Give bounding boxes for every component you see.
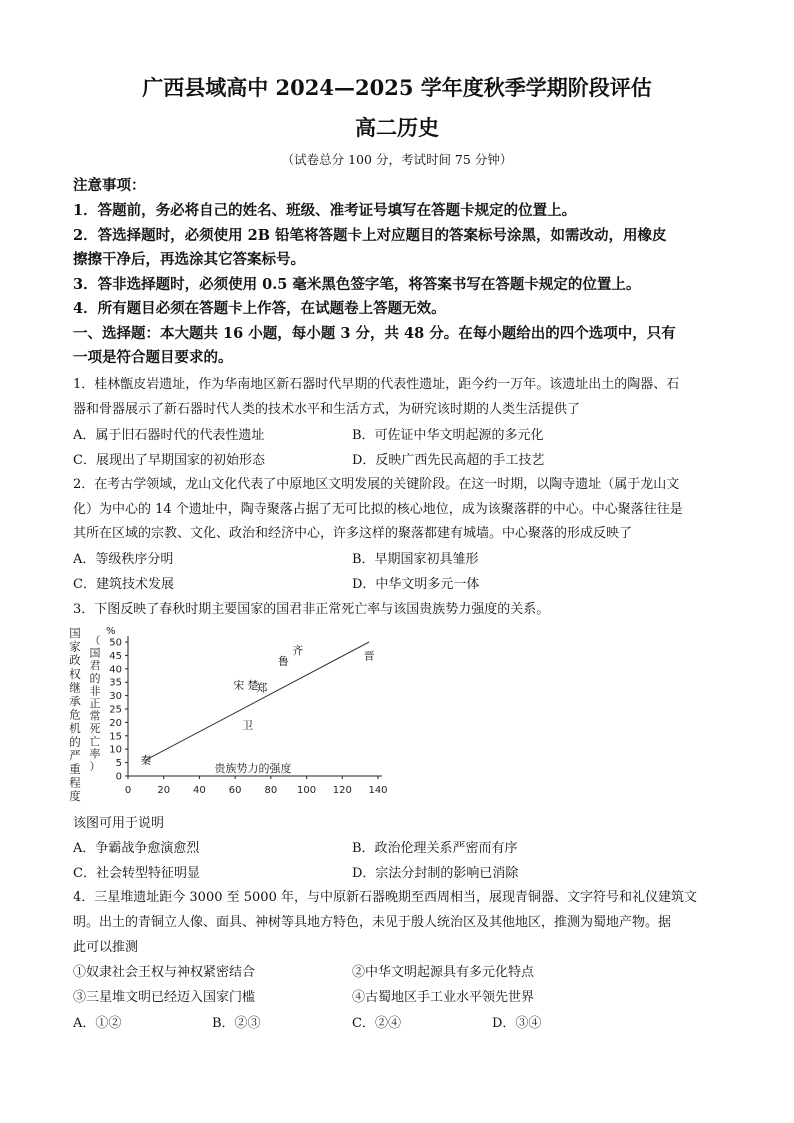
notice-heading: 注意事项： — [73, 177, 146, 194]
trend-line — [146, 642, 369, 760]
notice-item-4: 4．所有题目必须在答题卡上作答，在试题卷上答题无效。 — [73, 300, 446, 317]
x-tick-label: 0 — [124, 785, 132, 796]
q3-option-b: B．政治伦理关系严密而有序 — [352, 841, 518, 856]
q4-option-a: A．①② — [73, 1016, 122, 1031]
q1-option-d: D．反映广西先民高超的手工技艺 — [352, 453, 545, 468]
y-tick-label: 5 — [115, 758, 122, 770]
y-tick-label: 40 — [109, 664, 122, 676]
point-label: 晋 — [363, 649, 375, 663]
notice-item-2-line-1: 2．答选择题时，必须使用 2B 铅笔将答题卡上对应题目的答案标号涂黑，如需改动，用橡皮 — [73, 227, 667, 244]
q1-stem-line-2: 器和骨器展示了新石器时代人类的技术水平和生活方式，为研究该时期的人类生活提供了 — [73, 402, 581, 417]
x-tick-label: 80 — [264, 785, 278, 796]
y-tick-label: 0 — [115, 771, 122, 783]
point-label: 鲁 — [277, 654, 289, 668]
q1-option-c: C．展现出了早期国家的初始形态 — [73, 453, 265, 468]
section-heading-line-2: 一项是符合题目要求的。 — [73, 349, 233, 366]
y-tick-label: 30 — [109, 691, 122, 703]
x-tick-label: 120 — [332, 785, 352, 796]
y-tick-label: 45 — [109, 650, 122, 662]
exam-info: （试卷总分 100 分，考试时间 75 分钟） — [281, 152, 513, 167]
q4-stem-line-3: 此可以推测 — [73, 940, 139, 955]
q1-option-b: B．可佐证中华文明起源的多元化 — [352, 428, 544, 443]
q3-question: 该图可用于说明 — [73, 816, 165, 831]
point-label: 郑 — [256, 681, 268, 695]
y-tick-label: 25 — [109, 704, 122, 716]
point-label: 秦 — [140, 753, 152, 767]
q2-option-a: A．等级秩序分明 — [73, 552, 174, 567]
q2-stem-line-3: 其所在区域的宗教、文化、政治和经济中心，许多这样的聚落都建有城墙。中心聚落的形成反映了 — [73, 526, 633, 541]
y-tick-label: 10 — [109, 744, 122, 756]
q3-option-d: D．宗法分封制的影响已消除 — [352, 866, 519, 881]
q4-stem-line-1: 4．三星堆遗址距今 3000 至 5000 年，与中原新石器晚期至西周相当，展现青铜器、文字符号和礼仪建筑文 — [73, 890, 697, 905]
q4-option-d: D．③④ — [492, 1016, 542, 1031]
q1-option-a: A．属于旧石器时代的代表性遗址 — [73, 428, 265, 443]
q2-option-d: D．中华文明多元一体 — [352, 577, 480, 592]
q4-statement-2: ②中华文明起源具有多元化特点 — [352, 965, 535, 980]
q3-option-a: A．争霸战争愈演愈烈 — [73, 841, 200, 856]
y-axis-title: 国家政权继承危机的严重程度 — [69, 626, 81, 804]
exam-title: 广西县域高中 2024—2025 学年度秋季学期阶段评估 — [142, 75, 652, 100]
y-axis-subtitle: （国君的非正常死亡率） — [89, 634, 101, 773]
section-heading-line-1: 一、选择题：本大题共 16 小题，每小题 3 分，共 48 分。在每小题给出的四个选项中，只有 — [73, 325, 676, 342]
y-tick-label: 50 — [109, 637, 122, 649]
point-label: 卫 — [242, 719, 254, 733]
q1-stem-line-1: 1．桂林甑皮岩遗址，作为华南地区新石器时代早期的代表性遗址，距今约一万年。该遗址出土的陶器、石 — [73, 377, 680, 392]
q3-stem: 3．下图反映了春秋时期主要国家的国君非正常死亡率与该国贵族势力强度的关系。 — [73, 602, 550, 617]
x-tick-label: 20 — [157, 785, 171, 796]
y-tick-label: 15 — [109, 731, 122, 743]
q4-option-c: C．②④ — [352, 1016, 401, 1031]
x-tick-label: 100 — [297, 785, 317, 796]
point-label: 宋 — [233, 678, 245, 692]
q2-option-c: C．建筑技术发展 — [73, 577, 174, 592]
subject-title: 高二历史 — [355, 115, 439, 140]
q3-chart — [66, 622, 396, 804]
point-label: 楚 — [247, 678, 259, 692]
q2-stem-line-1: 2．在考古学领域，龙山文化代表了中原地区文明发展的关键阶段。在这一时期，以陶寺遗址（属于龙山文 — [73, 477, 680, 492]
x-axis-title: 贵族势力的强度 — [214, 762, 292, 775]
x-tick-label: 40 — [193, 785, 206, 796]
q4-option-b: B．②③ — [212, 1016, 261, 1031]
q2-option-b: B．早期国家初具雏形 — [352, 552, 479, 567]
q4-statement-4: ④古蜀地区手工业水平领先世界 — [352, 990, 535, 1005]
q4-statement-3: ③三星堆文明已经迈入国家门槛 — [73, 990, 256, 1005]
notice-item-3: 3．答非选择题时，必须使用 0.5 毫米黑色签字笔，将答案书写在答题卡规定的位置上。 — [73, 276, 641, 293]
y-axis-unit: % — [106, 626, 116, 637]
q2-stem-line-2: 化）为中心的 14 个遗址中，陶寺聚落占据了无可比拟的核心地位，成为该聚落群的中心。中心聚落往往是 — [73, 502, 683, 517]
y-tick-label: 35 — [109, 677, 122, 689]
notice-item-2-line-2: 擦擦干净后，再选涂其它答案标号。 — [73, 251, 305, 268]
x-tick-label: 140 — [368, 785, 388, 796]
y-tick-label: 20 — [109, 717, 122, 729]
q4-statement-1: ①奴隶社会王权与神权紧密结合 — [73, 965, 256, 980]
q4-stem-line-2: 明。出土的青铜立人像、面具、神树等具地方特色，未见于殷人统治区及其他地区，推测为蜀地产物。据 — [73, 915, 672, 930]
q3-option-c: C．社会转型特征明显 — [73, 866, 200, 881]
notice-item-1: 1．答题前，务必将自己的姓名、班级、准考证号填写在答题卡规定的位置上。 — [73, 202, 577, 219]
x-tick-label: 60 — [228, 785, 242, 796]
point-label: 齐 — [292, 644, 304, 658]
